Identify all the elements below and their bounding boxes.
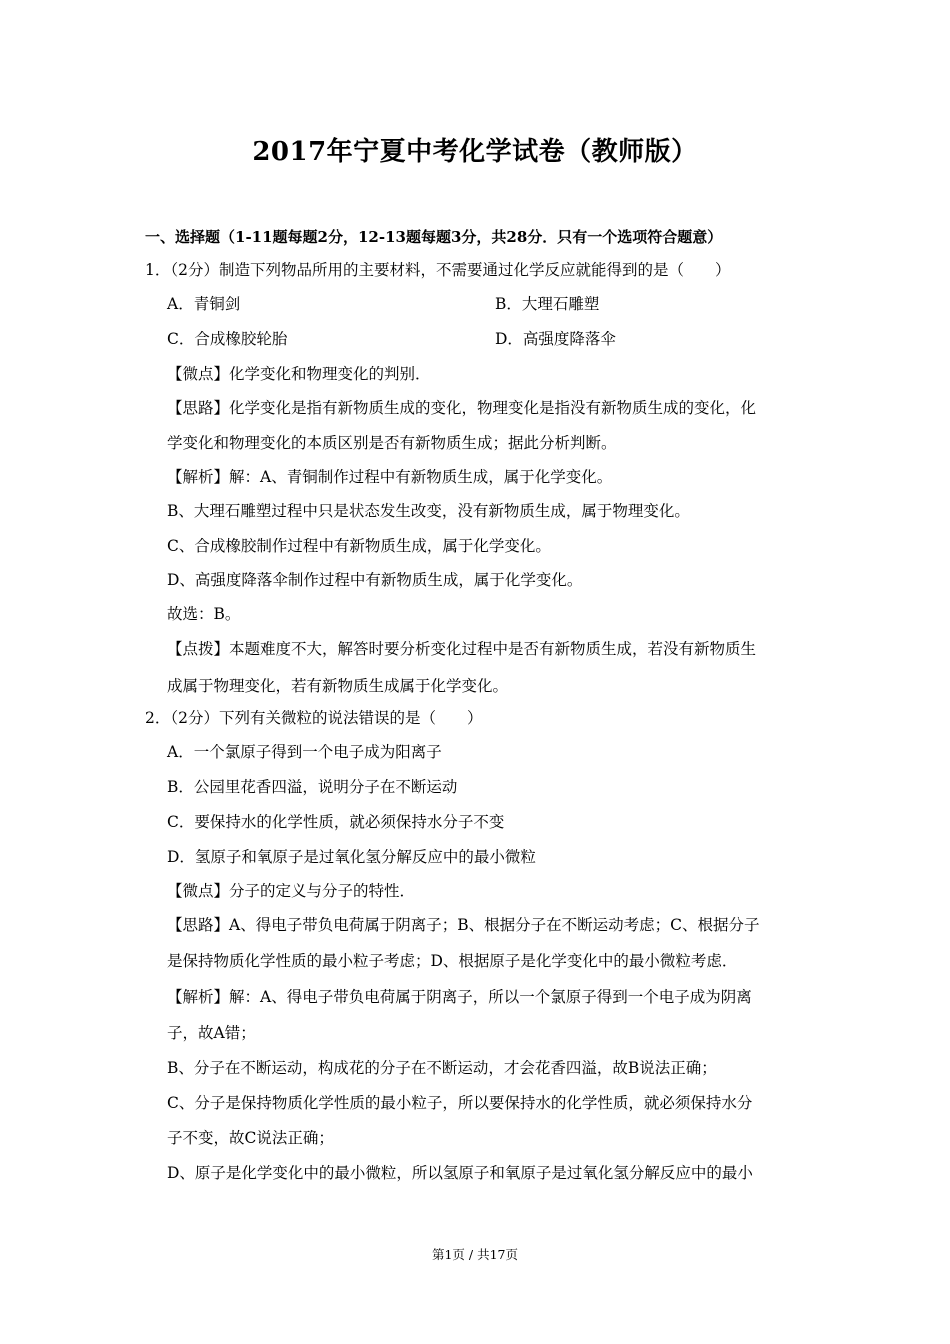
question-2-analysis: 【解析】解：A、得电子带负电荷属于阴离子，所以一个氯原子得到一个电子成为阴离 — [167, 988, 752, 1006]
question-2-knowledge-point: 【微点】分子的定义与分子的特性． — [167, 882, 416, 900]
question-1-knowledge-point: 【微点】化学变化和物理变化的判别． — [167, 365, 431, 383]
question-1-comment-cont: 成属于物理变化，若有新物质生成属于化学变化。 — [167, 677, 509, 695]
question-2-analysis-cont: 子，故A错； — [167, 1024, 256, 1042]
question-1-option-c: C．合成橡胶轮胎 — [167, 330, 288, 348]
question-1-stem: 1．（2分）制造下列物品所用的主要材料，不需要通过化学反应就能得到的是（ ） — [145, 261, 731, 279]
document-title: 2017年宁夏中考化学试卷（教师版） — [252, 137, 698, 167]
question-2-analysis-d: D、原子是化学变化中的最小微粒，所以氢原子和氧原子是过氧化氢分解反应中的最小 — [167, 1164, 753, 1182]
question-1-option-b: B．大理石雕塑 — [495, 295, 600, 313]
question-1-approach: 【思路】化学变化是指有新物质生成的变化，物理变化是指没有新物质生成的变化，化 — [167, 399, 757, 417]
question-2-approach-cont: 是保持物质化学性质的最小粒子考虑；D、根据原子是化学变化中的最小微粒考虑． — [167, 952, 738, 970]
question-2-stem: 2．（2分）下列有关微粒的说法错误的是（ ） — [145, 709, 483, 727]
question-2-analysis-c: C、分子是保持物质化学性质的最小粒子，所以要保持水的化学性质，就必须保持水分 — [167, 1094, 753, 1112]
question-1-option-d: D．高强度降落伞 — [495, 330, 616, 348]
page-footer: 第1页 / 共17页 — [431, 1247, 519, 1262]
question-2-option-d: D．氢原子和氧原子是过氧化氢分解反应中的最小微粒 — [167, 848, 536, 866]
question-2-analysis-c-cont: 子不变，故C说法正确； — [167, 1129, 334, 1147]
question-2-option-b: B．公园里花香四溢，说明分子在不断运动 — [167, 778, 458, 796]
question-1-analysis-c: C、合成橡胶制作过程中有新物质生成，属于化学变化。 — [167, 537, 551, 555]
section-heading: 一、选择题（1-11题每题2分，12-13题每题3分，共28分．只有一个选项符合题意） — [145, 228, 723, 246]
question-2-option-a: A．一个氯原子得到一个电子成为阳离子 — [167, 743, 442, 761]
question-1-approach-cont: 学变化和物理变化的本质区别是否有新物质生成；据此分析判断。 — [167, 434, 617, 452]
question-2-option-c: C．要保持水的化学性质，就必须保持水分子不变 — [167, 813, 505, 831]
question-2-approach: 【思路】A、得电子带负电荷属于阴离子；B、根据分子在不断运动考虑；C、根据分子 — [167, 916, 760, 934]
question-2-analysis-b: B、分子在不断运动，构成花的分子在不断运动，才会花香四溢，故B说法正确； — [167, 1059, 717, 1077]
question-1-analysis: 【解析】解：A、青铜制作过程中有新物质生成，属于化学变化。 — [167, 468, 613, 486]
question-1-analysis-b: B、大理石雕塑过程中只是状态发生改变，没有新物质生成，属于物理变化。 — [167, 502, 690, 520]
question-1-answer: 故选：B。 — [167, 605, 241, 623]
question-1-option-a: A．青铜剑 — [167, 295, 241, 313]
question-1-analysis-d: D、高强度降落伞制作过程中有新物质生成，属于化学变化。 — [167, 571, 583, 589]
question-1-comment: 【点拨】本题难度不大，解答时要分析变化过程中是否有新物质生成，若没有新物质生 — [167, 640, 757, 658]
